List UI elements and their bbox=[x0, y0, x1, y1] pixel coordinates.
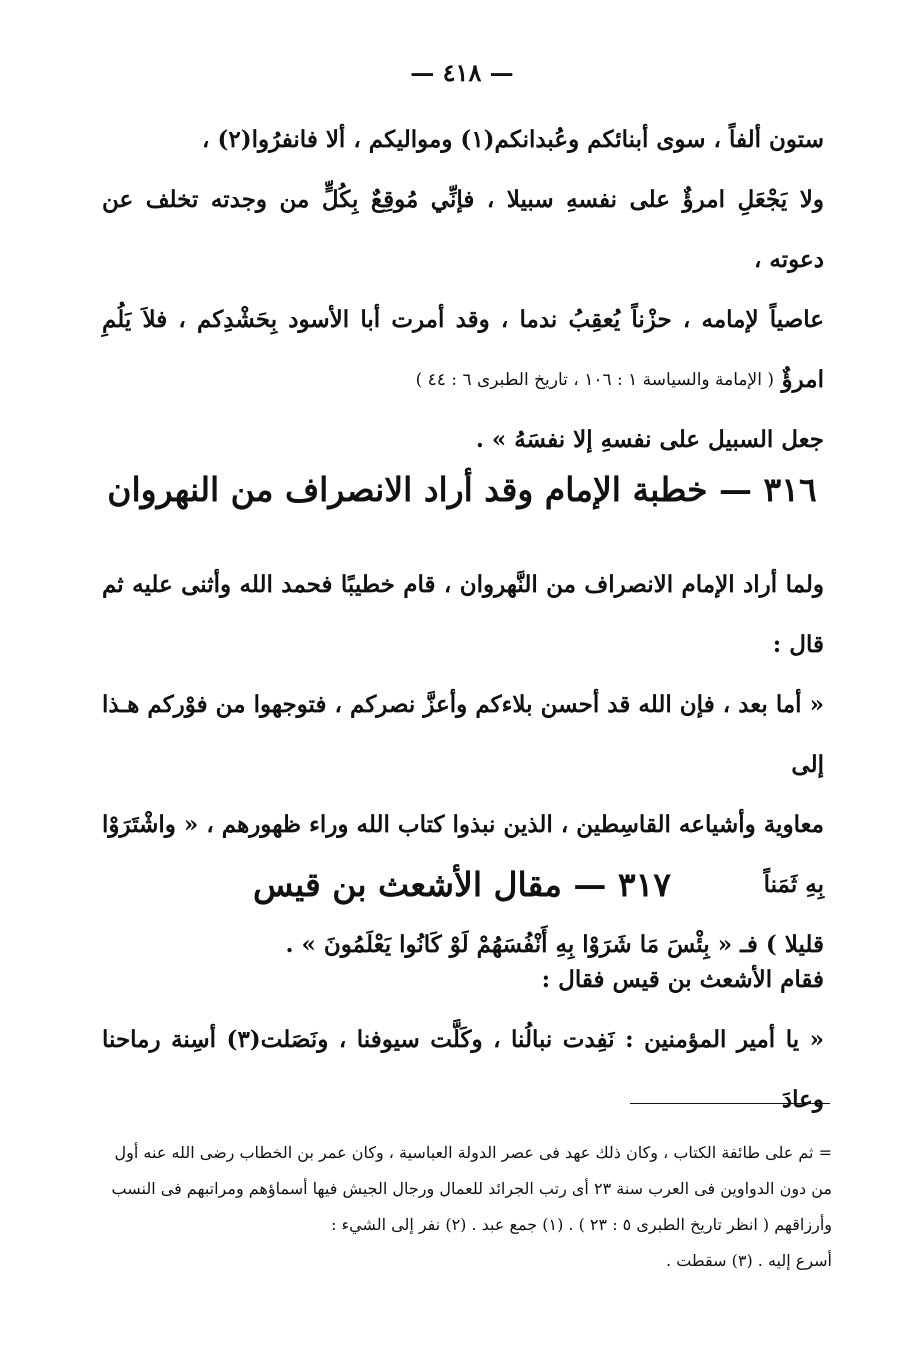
section-316-line: قليلا ) فـ « بِئْسَ مَا شَرَوْا بِهِ أَنْفُسَهُمْ لَوْ كَانُوا يَعْلَمُونَ » . bbox=[285, 931, 824, 958]
footnote-line: وأرزاقهم ( انظر تاريخ الطبرى ٥ : ٢٣ ) . (١) جمع عبد . (٢) نفر إلى الشيء : bbox=[331, 1215, 832, 1234]
source-citation: ( الإمامة والسياسة ١ : ١٠٦ ، تاريخ الطبرى ٦ : ٤٤ ) bbox=[415, 370, 774, 390]
footnote-separator bbox=[630, 1103, 830, 1104]
footnote-line: = ثم على طائفة الكتاب ، وكان ذلك عهد فى عصر الدولة العباسية ، وكان عمر بن الخطاب رضى الله عنه أول bbox=[114, 1143, 832, 1162]
section-316-title: ٣١٦ — خطبة الإمام وقد أراد الانصراف من النهروان bbox=[107, 470, 817, 509]
footnotes bbox=[97, 1135, 832, 1279]
footnote-line: أسرع إليه . (٣) سقطت . bbox=[666, 1251, 832, 1270]
section-316-line: معاوية وأشياعه القاسِطين ، الذين نبذوا كتاب الله وراء ظهورهم ، « واشْتَرَوْا بِهِ ثَمَناً bbox=[102, 811, 824, 898]
section-317-title: ٣١٧ — مقال الأشعث بن قيس bbox=[252, 865, 672, 904]
intro-paragraph bbox=[102, 110, 824, 470]
section-316-line: « أما بعد ، فإن الله قد أحسن بلاءكم وأعزَّ نصركم ، فتوجهوا من فوْركم هـذا إلى bbox=[102, 691, 824, 778]
page-number: — ٤١٨ — bbox=[410, 58, 514, 87]
intro-line: ولا يَجْعَلِ امرؤٌ على نفسهِ سبيلا ، فإنِّي مُوقِعٌ بِكُلٍّ من وجدته تخلف عن دعوته ، bbox=[102, 186, 824, 273]
intro-line: ستون ألفاً ، سوى أبنائكم وعُبدانكم(١) ومواليكم ، ألا فانفرُوا(٢) ، bbox=[202, 126, 824, 153]
intro-line: عاصياً لإمامه ، حزْناً يُعقِبُ ندما ، وقد أمرت أبا الأسود بِحَشْدِكم ، فلاَ يَلُمِ امرؤٌ bbox=[102, 306, 824, 393]
section-317-line: فقام الأشعث بن قيس فقال : bbox=[541, 966, 824, 993]
footnote-line: من دون الدواوين فى العرب سنة ٢٣ أى رتب الجرائد للعمال ورجال الجيش فيها أسماؤهم ومراتبهم فى النسب bbox=[111, 1179, 832, 1198]
section-317-line: « يا أمير المؤمنين : نَفِدت نبالُنا ، وكَلَّت سيوفنا ، ونَصَلت(٣) أسِنة رماحنا وعادَ bbox=[102, 1026, 824, 1113]
section-316-body bbox=[102, 555, 824, 975]
intro-line: جعل السبيل على نفسهِ إلا نفسَهُ » . bbox=[475, 426, 824, 453]
section-316-line: ولما أراد الإمام الانصراف من النَّهروان ، قام خطيبًا فحمد الله وأثنى عليه ثم قال : bbox=[102, 571, 824, 658]
